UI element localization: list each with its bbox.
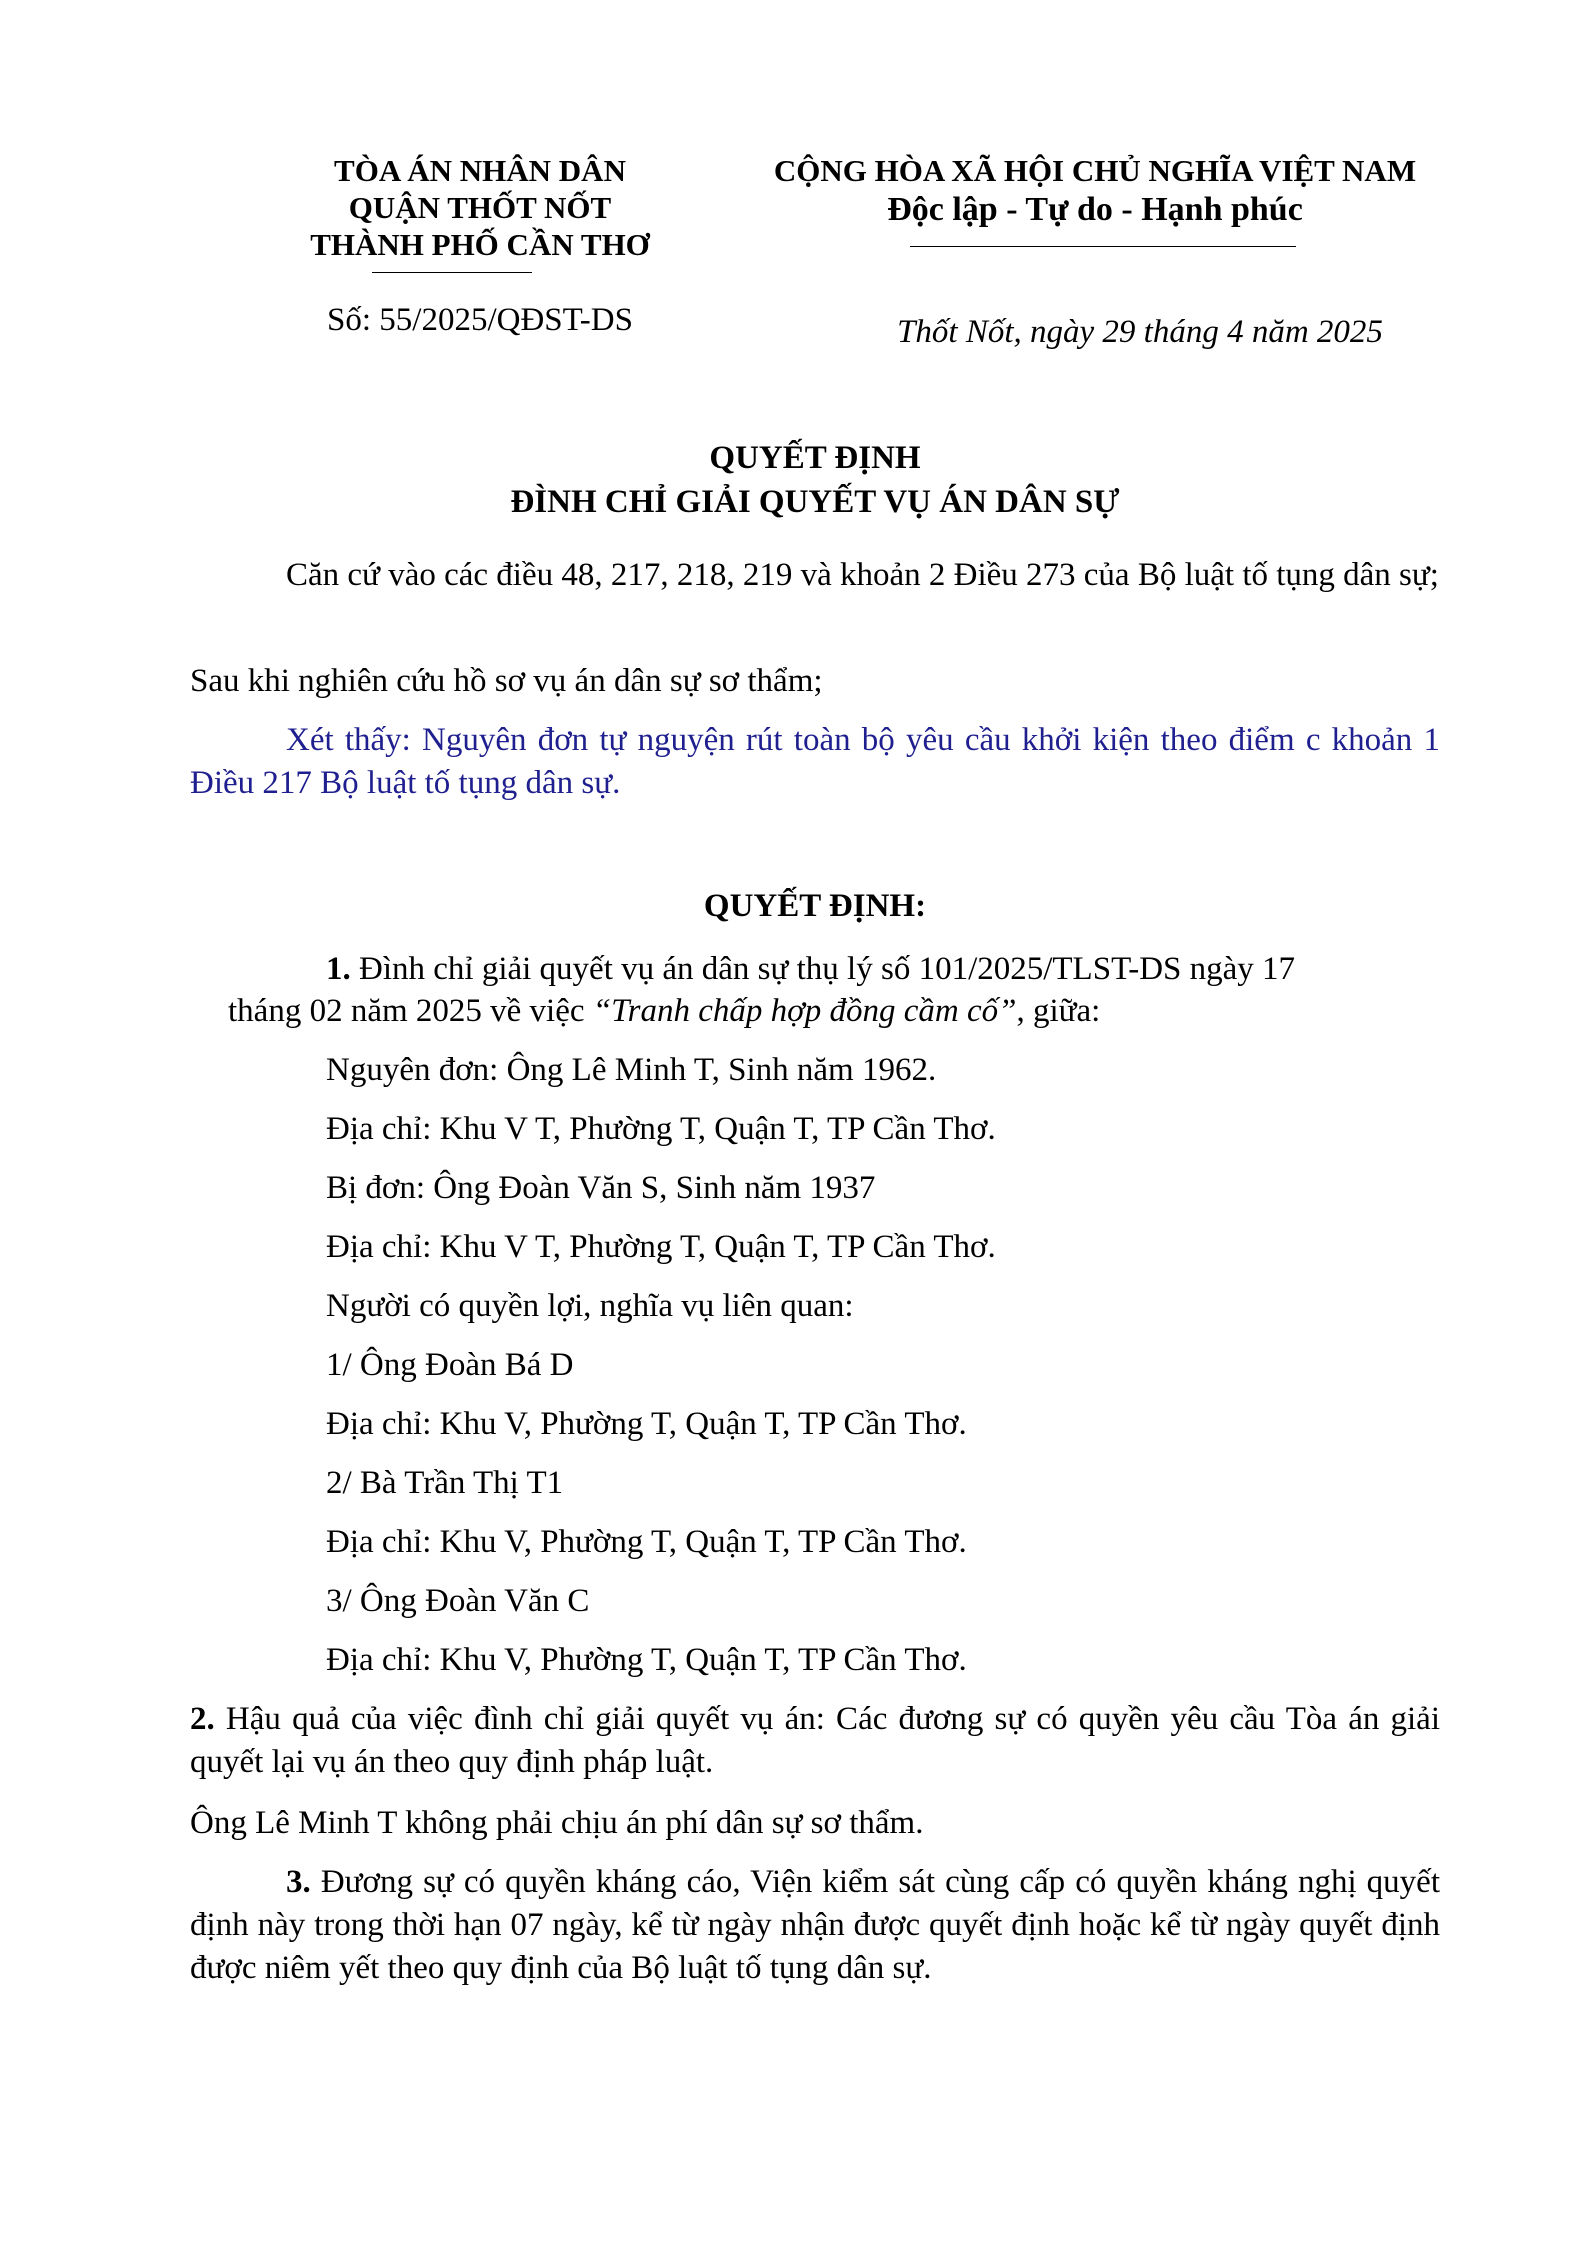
court-line-3: THÀNH PHỐ CẦN THƠ — [310, 227, 650, 262]
defendant-address: Địa chỉ: Khu V T, Phường T, Quận T, TP Cần Thơ. — [326, 1229, 996, 1265]
related-party-name: 2/ Bà Trần Thị T1 — [326, 1465, 564, 1501]
court-line-1: TÒA ÁN NHÂN DÂN — [334, 153, 626, 188]
place-and-date: Thốt Nốt, ngày 29 tháng 4 năm 2025 — [897, 314, 1383, 350]
related-party-name: 3/ Ông Đoàn Văn C — [326, 1583, 590, 1619]
case-subject: “Tranh chấp hợp đồng cầm cố” — [592, 993, 1017, 1029]
item3-text: Đương sự có quyền kháng cáo, Viện kiểm sát cùng cấp có quyền kháng nghị quyết định này trong thời hạn 07 ngày, kể từ ngày nhận được quyết định hoặc kể từ ngày quyết định được niêm yết theo quy định của Bộ luật tố tụng dân sự. — [190, 1864, 1441, 1986]
court-underline — [372, 272, 532, 273]
plaintiff-address: Địa chỉ: Khu V T, Phường T, Quận T, TP Cần Thơ. — [326, 1111, 996, 1147]
court-name — [260, 152, 700, 263]
national-motto: Độc lập - Tự do - Hạnh phúc — [887, 191, 1303, 228]
case-review: Sau khi nghiên cứu hồ sơ vụ án dân sự sơ thẩm; — [190, 663, 823, 699]
finding: Xét thấy: Nguyên đơn tự nguyện rút toàn bộ yêu cầu khởi kiện theo điểm c khoản 1 Điều 217 Bộ luật tố tụng dân sự. — [190, 722, 1440, 801]
nation-name: CỘNG HÒA XÃ HỘI CHỦ NGHĨA VIỆT NAM — [773, 153, 1417, 188]
court-line-2: QUẬN THỐT NỐT — [348, 190, 612, 225]
legal-basis: Căn cứ vào các điều 48, 217, 218, 219 và khoản 2 Điều 273 của Bộ luật tố tụng dân sự; — [286, 557, 1439, 593]
item1-number: 1. — [326, 951, 351, 987]
related-party-address: Địa chỉ: Khu V, Phường T, Quận T, TP Cần Thơ. — [326, 1642, 967, 1678]
item2-text: Hậu quả của việc đình chỉ giải quyết vụ án: Các đương sự có quyền yêu cầu Tòa án giải quyết lại vụ án theo quy định pháp luật. — [190, 1701, 1440, 1780]
plaintiff: Nguyên đơn: Ông Lê Minh T, Sinh năm 1962. — [326, 1052, 937, 1088]
item1-text-line1: Đình chỉ giải quyết vụ án dân sự thụ lý số 101/2025/TLST-DS ngày 17 — [359, 951, 1296, 987]
defendant: Bị đơn: Ông Đoàn Văn S, Sinh năm 1937 — [326, 1170, 876, 1206]
item2 — [190, 1698, 1440, 1784]
decision-heading: QUYẾT ĐỊNH: — [703, 888, 927, 924]
item1-line2 — [228, 990, 1100, 1033]
item3-number: 3. — [286, 1864, 311, 1900]
item1-line1 — [326, 948, 1295, 991]
motto-underline — [910, 246, 1296, 247]
document-number: Số: 55/2025/QĐST-DS — [327, 302, 633, 338]
item3 — [190, 1861, 1440, 1990]
item2-number: 2. — [190, 1701, 215, 1737]
related-party-name: 1/ Ông Đoàn Bá D — [326, 1347, 574, 1383]
related-parties-heading: Người có quyền lợi, nghĩa vụ liên quan: — [326, 1288, 854, 1324]
court-fee: Ông Lê Minh T không phải chịu án phí dân sự sơ thẩm. — [190, 1805, 924, 1841]
title-line-1: QUYẾT ĐỊNH — [709, 440, 921, 476]
item1-line2-suffix: , giữa: — [1016, 993, 1101, 1029]
related-party-address: Địa chỉ: Khu V, Phường T, Quận T, TP Cần Thơ. — [326, 1524, 967, 1560]
item1-line2-prefix: tháng 02 năm 2025 về việc — [228, 993, 593, 1029]
title-line-2: ĐÌNH CHỈ GIẢI QUYẾT VỤ ÁN DÂN SỰ — [510, 484, 1120, 520]
related-party-address: Địa chỉ: Khu V, Phường T, Quận T, TP Cần Thơ. — [326, 1406, 967, 1442]
